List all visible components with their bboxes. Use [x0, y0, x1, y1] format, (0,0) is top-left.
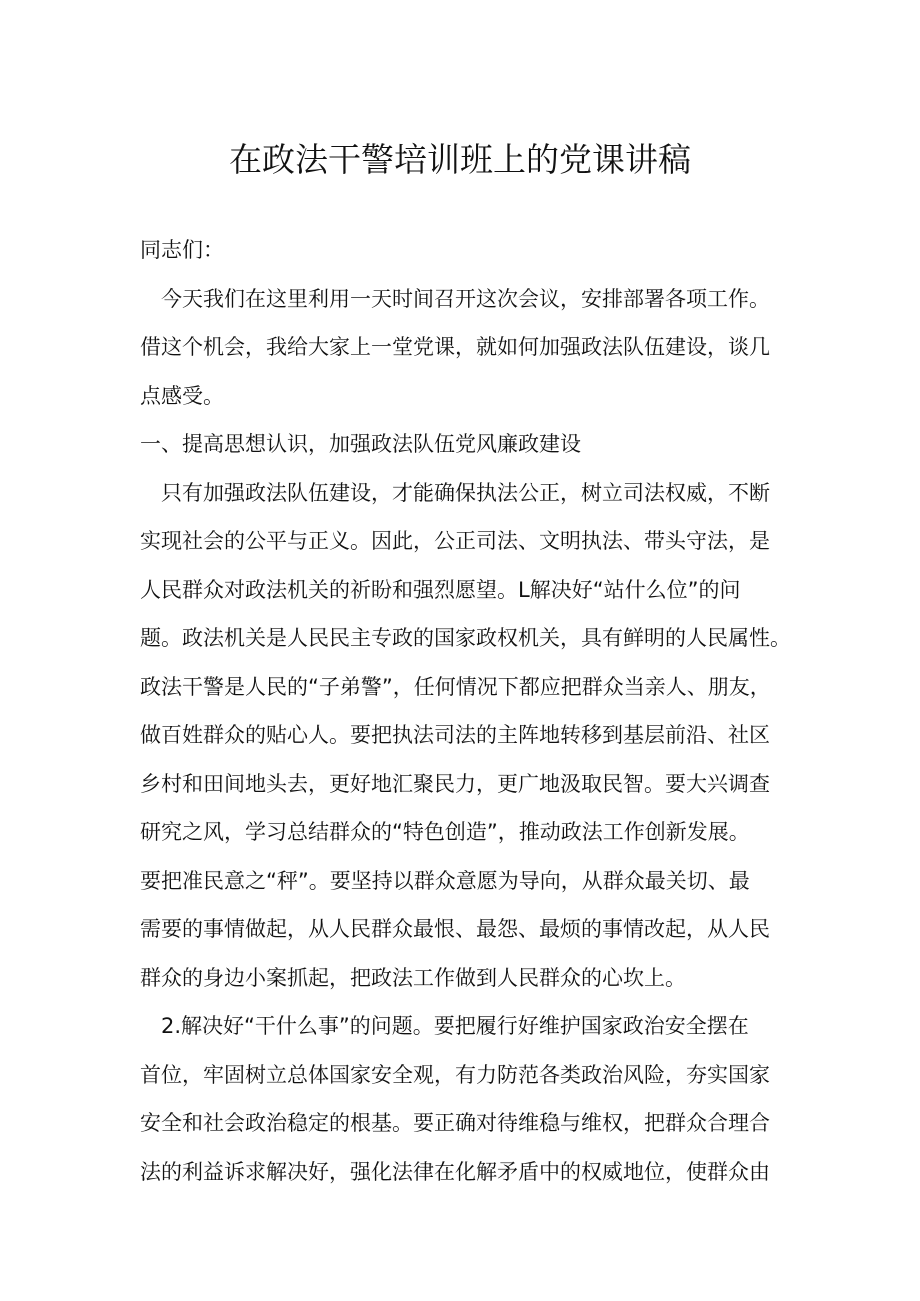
paragraph-line: 实现社会的公平与正义。因此，公正司法、文明执法、带头守法，是 — [140, 529, 770, 553]
paragraph-line: 点感受。 — [140, 383, 224, 408]
greeting-line: 同志们： — [140, 238, 224, 262]
paragraph-line: 题。政法机关是人民民主专政的国家政权机关，具有鲜明的人民属性。 — [140, 626, 791, 650]
paragraph-line: 乡村和田间地头去，更好地汇聚民力，更广地汲取民智。要大兴调查 — [140, 771, 770, 796]
document-title: 在政法干警培训班上的党课讲稿 — [229, 140, 691, 179]
paragraph-line: 政法干警是人民的“子弟警”，任何情况下都应把群众当亲人、朋友， — [140, 674, 771, 699]
paragraph-line: 研究之风，学习总结群众的“特色创造”，推动政法工作创新发展。 — [140, 820, 750, 844]
document-body — [140, 226, 800, 1196]
paragraph-line: 做百姓群众的贴心人。要把执法司法的主阵地转移到基层前沿、社区 — [140, 723, 770, 747]
section-heading: 一、提高思想认识，加强政法队伍党风廉政建设 — [140, 432, 581, 456]
paragraph-line: 2.解决好“干什么事”的问题。要把履行好维护国家政治安全摆在 — [161, 1014, 749, 1038]
paragraph-line: 首位，牢固树立总体国家安全观，有力防范各类政治风险，夯实国家 — [140, 1062, 770, 1087]
paragraph-line: 安全和社会政治稳定的根基。要正确对待维稳与维权，把群众合理合 — [140, 1111, 770, 1135]
paragraph-line: 需要的事情做起，从人民群众最恨、最怨、最烦的事情改起，从人民 — [140, 917, 770, 941]
paragraph-line: 借这个机会，我给大家上一堂党课，就如何加强政法队伍建设，谈几 — [140, 335, 770, 359]
paragraph-line: 人民群众对政法机关的祈盼和强烈愿望。L解决好“站什么位”的问 — [140, 577, 741, 602]
paragraph-line: 要把准民意之“秤”。要坚持以群众意愿为导向，从群众最关切、最 — [140, 868, 750, 893]
paragraph-line: 法的利益诉求解决好，强化法律在化解矛盾中的权威地位，使群众由 — [140, 1159, 770, 1184]
paragraph-line: 今天我们在这里利用一天时间召开这次会议，安排部署各项工作。 — [161, 286, 770, 311]
paragraph-line: 只有加强政法队伍建设，才能确保执法公正，树立司法权威，不断 — [161, 480, 770, 505]
paragraph-line: 群众的身边小案抓起，把政法工作做到人民群众的心坎上。 — [140, 965, 686, 990]
